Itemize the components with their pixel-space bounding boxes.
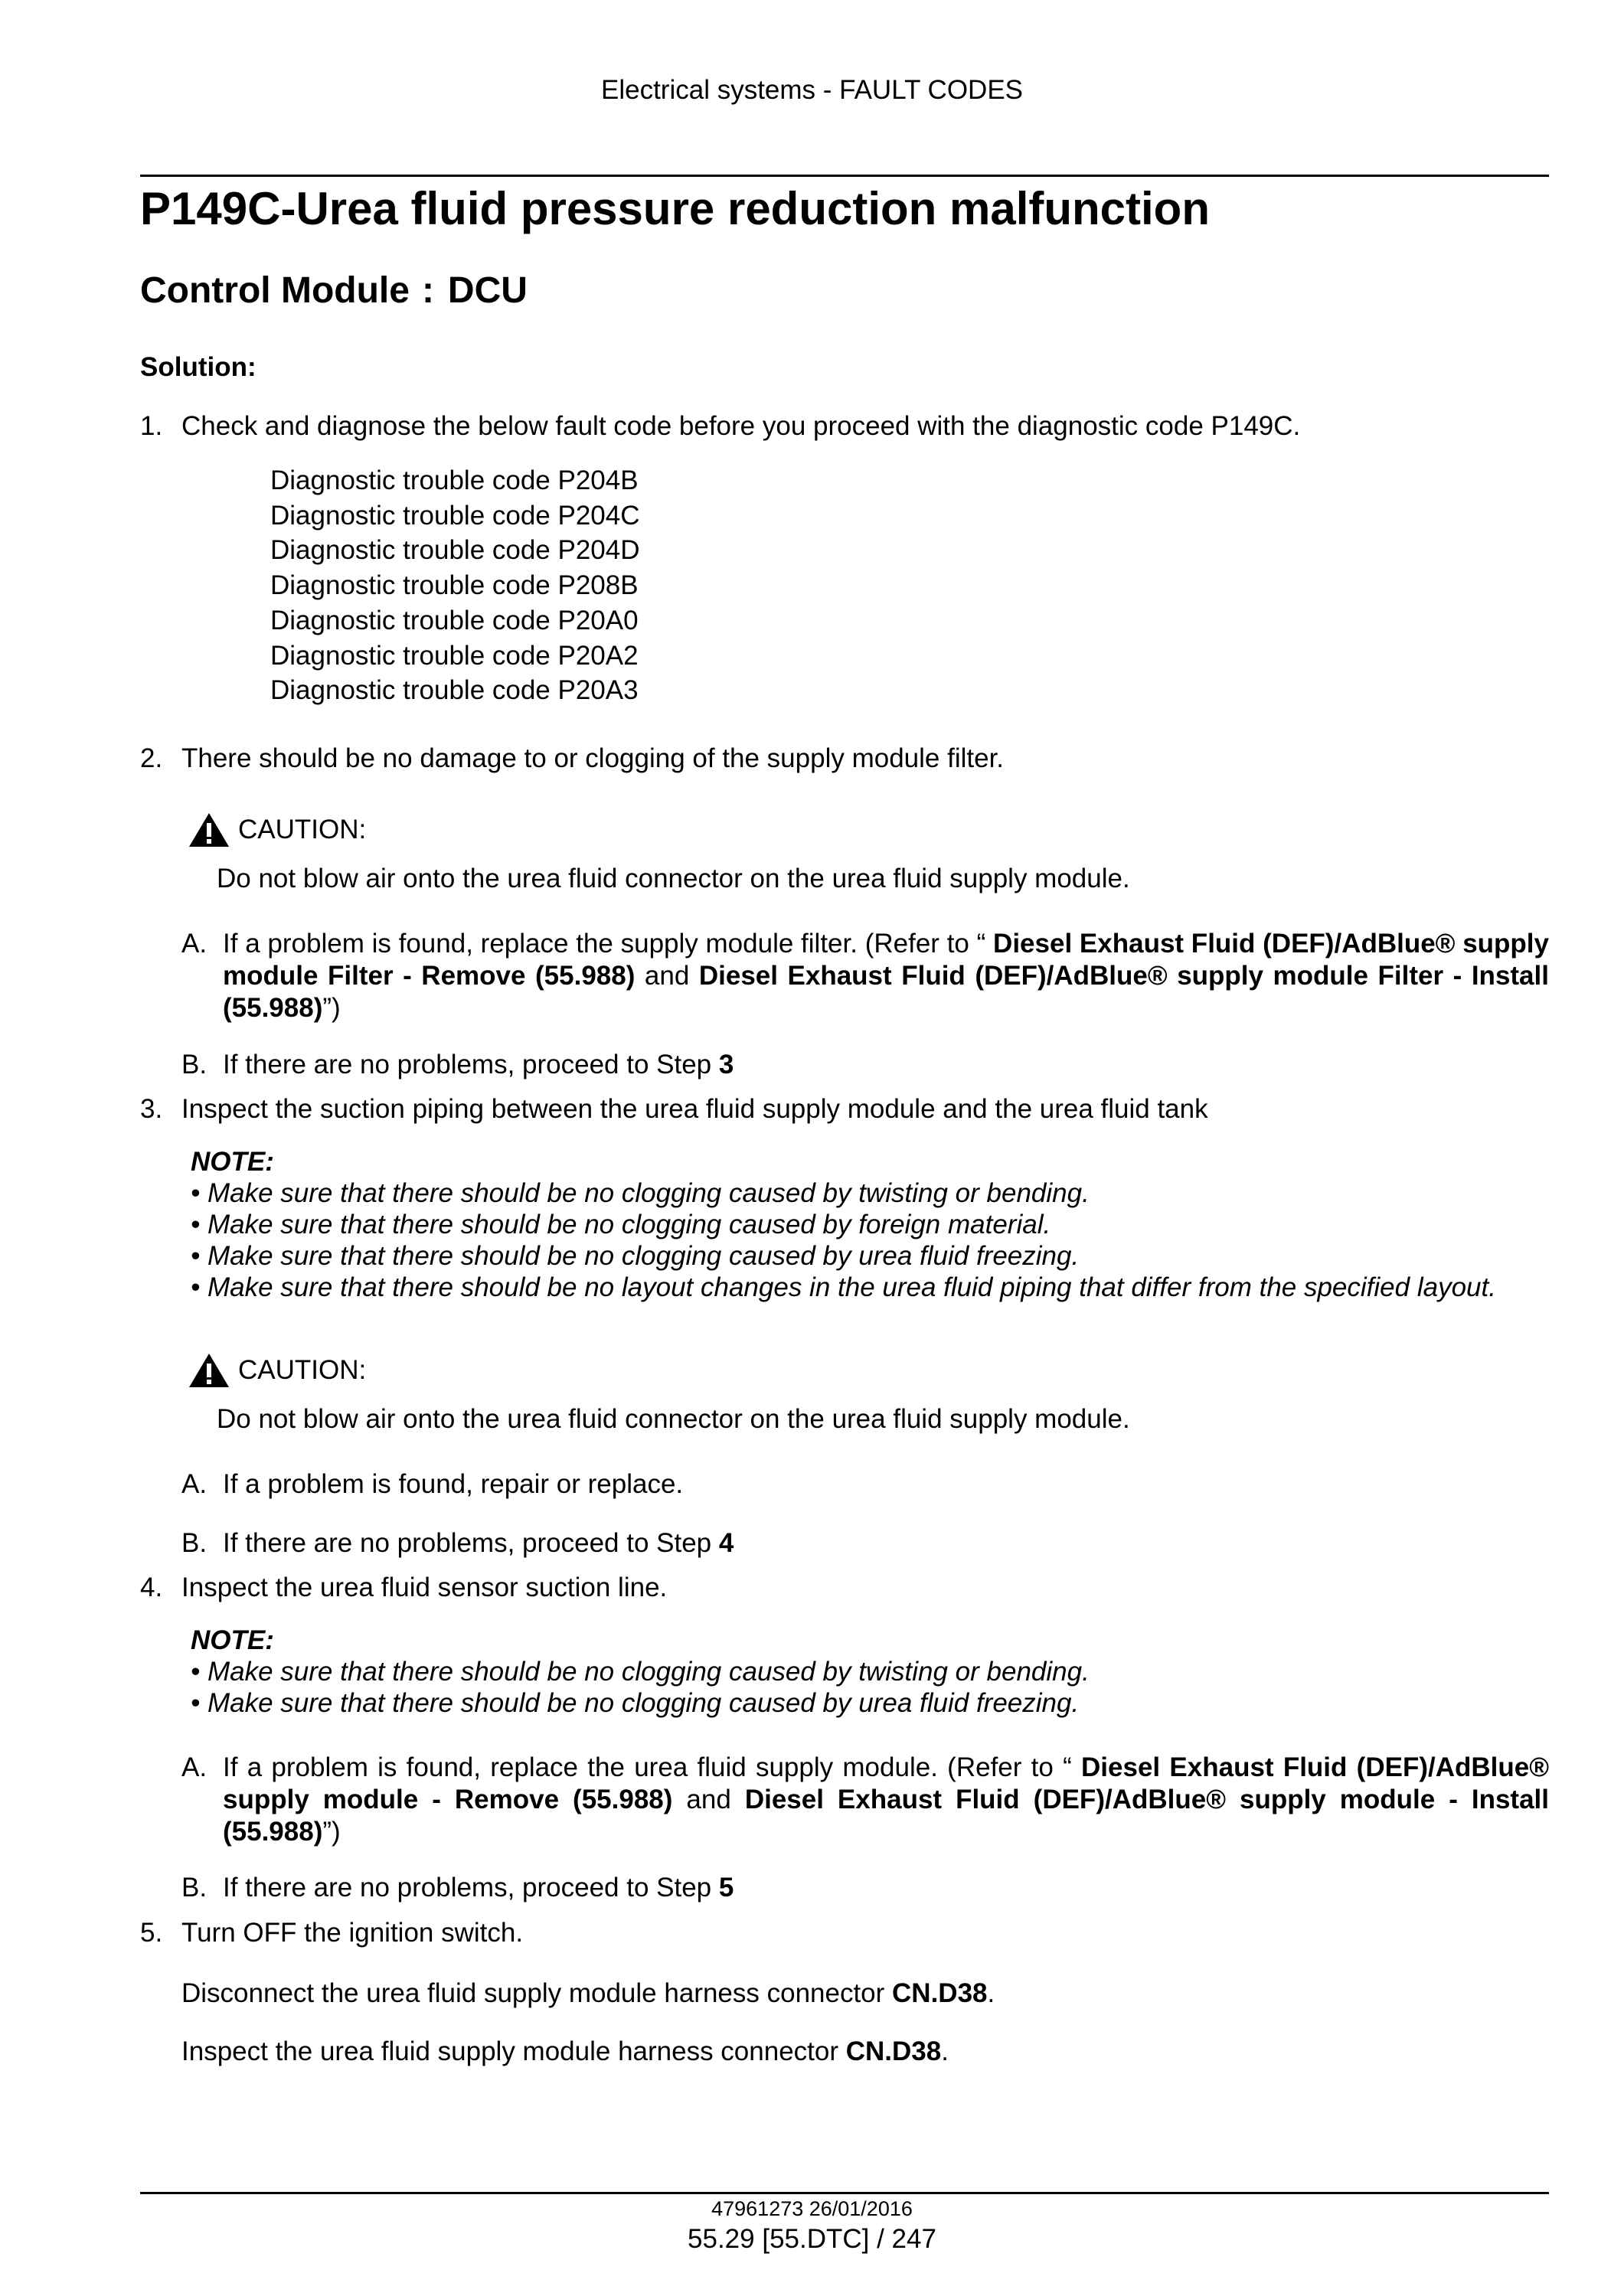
dtc-item: Diagnostic trouble code P20A2 xyxy=(270,640,639,671)
caution-heading xyxy=(188,812,366,848)
caution-label: CAUTION: xyxy=(238,815,367,844)
caution-text: Do not blow air onto the urea fluid connector on the urea fluid supply module. xyxy=(217,864,1130,893)
sub-step-pre: If there are no problems, proceed to Step xyxy=(223,1528,719,1558)
dtc-item: Diagnostic trouble code P20A0 xyxy=(270,605,639,635)
reference-link[interactable]: Diesel Exhaust Fluid (DEF)/AdBlue® supply module Filter - Install (55.988) xyxy=(223,961,1549,1023)
control-module-value: DCU xyxy=(447,270,528,311)
page-title: P149C-Urea fluid pressure reduction malfunction xyxy=(140,183,1210,234)
sub-step-text: If a problem is found, repair or replace. xyxy=(223,1469,684,1499)
step-number: 2. xyxy=(140,743,163,773)
control-module-heading xyxy=(140,269,528,312)
sub-step-letter: A. xyxy=(181,929,207,959)
paragraph-pre: Inspect the urea fluid supply module harness connector xyxy=(181,2036,846,2066)
step-text: There should be no damage to or clogging of the supply module filter. xyxy=(181,743,1005,773)
dtc-item: Diagnostic trouble code P204C xyxy=(270,500,640,531)
footer-page-number: 55.29 [55.DTC] / 247 xyxy=(688,2224,936,2254)
footer-doc-code: 47961273 26/01/2016 xyxy=(711,2197,913,2220)
dtc-item: Diagnostic trouble code P204B xyxy=(270,465,639,495)
sub-step-letter: B. xyxy=(181,1050,207,1079)
step-text: Inspect the suction piping between the urea fluid supply module and the urea fluid tank xyxy=(181,1094,1208,1124)
step-number: 4. xyxy=(140,1573,163,1602)
step-number: 1. xyxy=(140,411,163,441)
warning-triangle-icon xyxy=(188,1352,230,1389)
connector-id: CN.D38 xyxy=(845,2036,942,2066)
sub-step-pre: If there are no problems, proceed to Step xyxy=(223,1050,719,1079)
sub-step-text xyxy=(223,1049,1549,1081)
caution-label: CAUTION: xyxy=(238,1355,367,1385)
note-item: • Make sure that there should be no clogging caused by foreign material. xyxy=(191,1210,1051,1239)
control-module-separator: : xyxy=(421,270,434,311)
paragraph-text xyxy=(181,1978,1549,2010)
sub-step-mid: and xyxy=(672,1785,745,1814)
note-item: • Make sure that there should be no layout changes in the urea fluid piping that differ from the specified layout. xyxy=(191,1272,1496,1302)
header-divider xyxy=(140,175,1549,177)
sub-step-post: ”) xyxy=(322,993,341,1023)
sub-step-post: ”) xyxy=(322,1817,341,1847)
step-number: 3. xyxy=(140,1094,163,1124)
step-text: Check and diagnose the below fault code before you proceed with the diagnostic code P149C. xyxy=(181,411,1301,441)
dtc-item: Diagnostic trouble code P20A3 xyxy=(270,675,639,706)
sub-step-pre: If a problem is found, replace the supply module filter. (Refer to “ xyxy=(223,929,994,959)
step-text: Turn OFF the ignition switch. xyxy=(181,1918,524,1948)
dtc-item: Diagnostic trouble code P208B xyxy=(270,570,639,601)
paragraph-post: . xyxy=(941,2036,949,2066)
step-reference: 4 xyxy=(718,1528,734,1558)
step-reference: 3 xyxy=(718,1050,734,1079)
sub-step-text xyxy=(223,1872,1549,1904)
note-item: • Make sure that there should be no clogging caused by twisting or bending. xyxy=(191,1657,1090,1687)
footer-divider xyxy=(140,2192,1549,2194)
paragraph-pre: Disconnect the urea fluid supply module harness connector xyxy=(181,1978,893,2008)
sub-step-text xyxy=(223,1527,1549,1560)
reference-link[interactable]: Diesel Exhaust Fluid (DEF)/AdBlue® supply module - Install (55.988) xyxy=(223,1785,1549,1847)
step-text: Inspect the urea fluid sensor suction line. xyxy=(181,1573,668,1602)
note-item: • Make sure that there should be no clogging caused by urea fluid freezing. xyxy=(191,1688,1080,1718)
caution-heading xyxy=(188,1352,366,1389)
caution-text: Do not blow air onto the urea fluid connector on the urea fluid supply module. xyxy=(217,1404,1130,1434)
reference-link[interactable]: Diesel Exhaust Fluid (DEF)/AdBlue® supply module - Remove (55.988) xyxy=(223,1752,1549,1814)
dtc-item: Diagnostic trouble code P204D xyxy=(270,535,640,566)
sub-step-pre: If there are no problems, proceed to Step xyxy=(223,1873,719,1902)
step-reference: 5 xyxy=(718,1873,734,1902)
step-number: 5. xyxy=(140,1918,163,1948)
paragraph-post: . xyxy=(987,1978,995,2008)
sub-step-mid: and xyxy=(635,961,699,991)
paragraph-text xyxy=(181,2036,1549,2068)
note-title: NOTE: xyxy=(191,1147,274,1177)
sub-step-text xyxy=(223,928,1549,1024)
section-header: Electrical systems - FAULT CODES xyxy=(600,75,1024,105)
note-item: • Make sure that there should be no clogging caused by urea fluid freezing. xyxy=(191,1241,1080,1271)
note-title: NOTE: xyxy=(191,1625,274,1655)
sub-step-text xyxy=(223,1752,1549,1848)
note-item: • Make sure that there should be no clogging caused by twisting or bending. xyxy=(191,1178,1090,1208)
warning-triangle-icon xyxy=(188,812,230,848)
reference-link[interactable]: Diesel Exhaust Fluid (DEF)/AdBlue® supply module Filter - Remove (55.988) xyxy=(223,929,1550,991)
sub-step-letter: B. xyxy=(181,1528,207,1558)
connector-id: CN.D38 xyxy=(892,1978,988,2008)
sub-step-pre: If a problem is found, replace the urea fluid supply module. (Refer to “ xyxy=(223,1752,1082,1782)
sub-step-letter: A. xyxy=(181,1469,207,1499)
solution-heading: Solution: xyxy=(140,352,257,382)
sub-step-letter: A. xyxy=(181,1752,207,1782)
control-module-label: Control Module xyxy=(140,270,410,311)
sub-step-letter: B. xyxy=(181,1873,207,1902)
